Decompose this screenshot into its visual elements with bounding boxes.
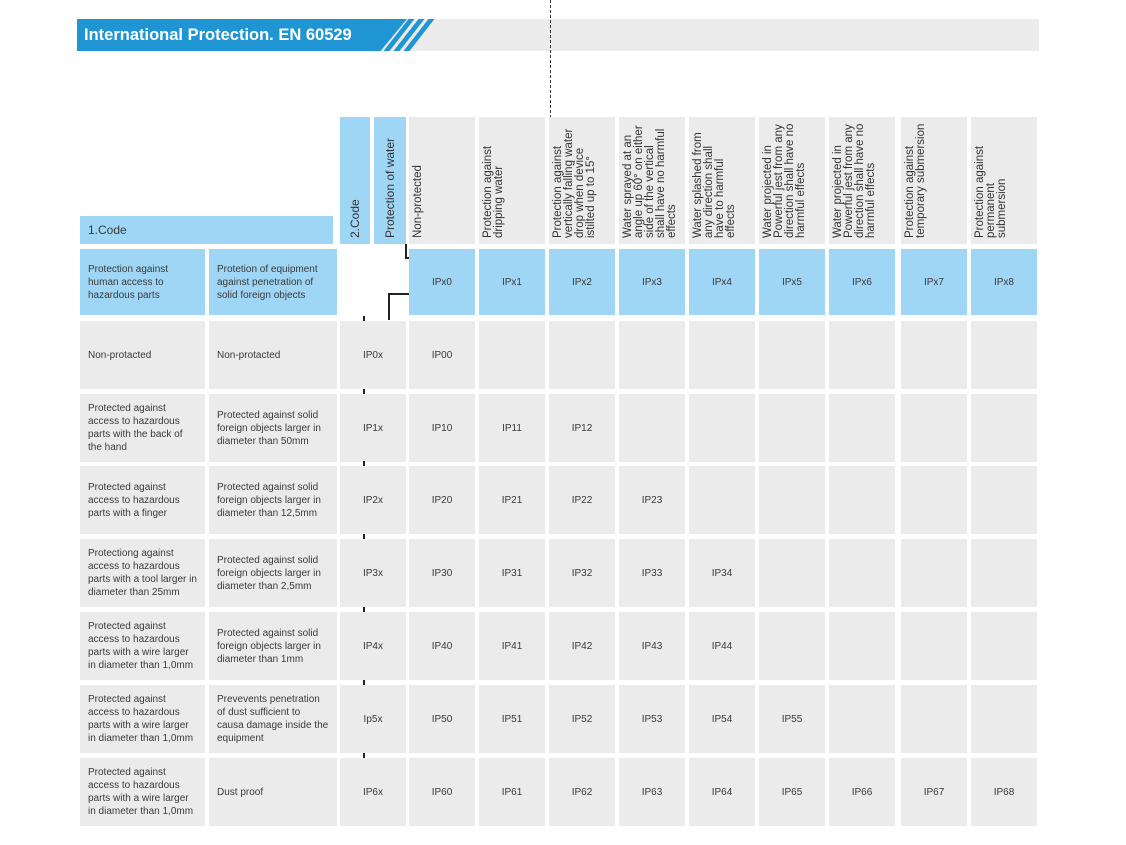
row-solid-code: IP3x — [340, 539, 406, 607]
ip-rating-cell: IP54 — [689, 685, 755, 753]
ip-rating-cell: IP51 — [479, 685, 545, 753]
ip-rating-cell: IP65 — [759, 758, 825, 826]
ip-rating-cell — [971, 612, 1037, 680]
ip-rating-cell: IP21 — [479, 466, 545, 534]
ip-rating-cell: IP55 — [759, 685, 825, 753]
ip-rating-cell: IP32 — [549, 539, 615, 607]
row-human-access: Protected against access to hazardous parts with a wire larger in diameter than 1,0mm — [80, 758, 205, 826]
water-code-cell: IPx3 — [619, 249, 685, 315]
ip-rating-cell — [689, 394, 755, 462]
ip-rating-cell — [759, 394, 825, 462]
ip-rating-cell — [971, 394, 1037, 462]
ip-rating-cell — [901, 685, 967, 753]
row-solid-code: Ip5x — [340, 685, 406, 753]
ip-rating-cell — [759, 321, 825, 389]
row-human-access: Protected against access to hazardous parts with the back of the hand — [80, 394, 205, 462]
water-column-header — [971, 117, 1037, 244]
ip-rating-cell — [619, 394, 685, 462]
row-tick-mark — [363, 534, 365, 539]
water-code-cell: IPx4 — [689, 249, 755, 315]
ip-rating-cell: IP34 — [689, 539, 755, 607]
ip-rating-cell — [829, 466, 895, 534]
water-column-header — [409, 117, 475, 244]
ip-rating-cell: IP44 — [689, 612, 755, 680]
row-human-access: Non-protacted — [80, 321, 205, 389]
ip-rating-cell: IP67 — [901, 758, 967, 826]
ip-rating-cell: IP68 — [971, 758, 1037, 826]
page-title: International Protection. EN 60529 — [84, 26, 352, 44]
row-equipment: Protected against solid foreign objects larger in diameter than 50mm — [209, 394, 337, 462]
ip-rating-cell — [619, 321, 685, 389]
water-column-desc: Water splashed from any direction shall have to harmful effects — [692, 132, 737, 238]
water-code-cell: IPx5 — [759, 249, 825, 315]
ip-rating-cell — [971, 539, 1037, 607]
ip-rating-cell: IP22 — [549, 466, 615, 534]
ip-rating-cell — [829, 539, 895, 607]
row-human-access: Protected against access to hazardous parts with a wire larger in diameter than 1,0mm — [80, 612, 205, 680]
water-code-cell: IPx7 — [901, 249, 967, 315]
ip-rating-cell: IP41 — [479, 612, 545, 680]
water-column-desc: Protection against dripping water — [482, 145, 505, 238]
ip-rating-cell: IP23 — [619, 466, 685, 534]
water-column-header — [549, 117, 615, 244]
center-dashed-guide — [550, 0, 551, 118]
water-column-header — [619, 117, 685, 244]
ip-rating-cell: IP20 — [409, 466, 475, 534]
ip-rating-cell: IP53 — [619, 685, 685, 753]
water-code-cell: IPx0 — [409, 249, 475, 315]
row-equipment: Non-protacted — [209, 321, 337, 389]
ip-rating-cell: IP60 — [409, 758, 475, 826]
ip-rating-cell — [901, 612, 967, 680]
connector-line-corner-h — [388, 293, 410, 295]
row-equipment: Protected against solid foreign objects larger in diameter than 2,5mm — [209, 539, 337, 607]
row-equipment: Protected against solid foreign objects larger in diameter than 12,5mm — [209, 466, 337, 534]
code2-header — [340, 117, 370, 244]
ip-rating-cell — [549, 321, 615, 389]
ip-rating-cell — [971, 321, 1037, 389]
ip-rating-cell: IP30 — [409, 539, 475, 607]
row-solid-code: IP1x — [340, 394, 406, 462]
water-column-desc: Water projected in Powerful jest from any direction shall have no harmful effects — [762, 123, 807, 238]
row-tick-mark — [363, 316, 365, 321]
ip-rating-cell — [689, 321, 755, 389]
code2-header-text: 2.Code — [347, 199, 362, 238]
ip-rating-cell — [759, 612, 825, 680]
ip-rating-cell — [901, 539, 967, 607]
water-column-header — [829, 117, 895, 244]
water-column-header — [689, 117, 755, 244]
row-tick-mark — [363, 680, 365, 685]
ip-rating-cell: IP50 — [409, 685, 475, 753]
ip-rating-cell — [829, 685, 895, 753]
ip-rating-cell: IP52 — [549, 685, 615, 753]
water-column-desc: Protection against vertically falling water drop when device istilted up to 15° — [552, 128, 597, 238]
water-header-text: Protection of water — [382, 137, 397, 238]
water-column-desc: Water projected in Powerful jest from any direction shall have no harmful effects — [832, 123, 877, 238]
row-human-access: Protected against access to hazardous parts with a finger — [80, 466, 205, 534]
ip-rating-cell — [689, 466, 755, 534]
ip-rating-cell — [829, 394, 895, 462]
water-column-header — [759, 117, 825, 244]
ip-rating-cell — [759, 539, 825, 607]
ip-rating-cell: IP63 — [619, 758, 685, 826]
ip-rating-cell: IP11 — [479, 394, 545, 462]
ip-rating-cell — [759, 466, 825, 534]
ip-rating-cell — [829, 612, 895, 680]
ip-rating-cell: IP40 — [409, 612, 475, 680]
ip-rating-cell: IP43 — [619, 612, 685, 680]
ip-rating-cell — [829, 321, 895, 389]
row-solid-code: IP6x — [340, 758, 406, 826]
row-solid-code: IP0x — [340, 321, 406, 389]
ip-rating-cell — [901, 466, 967, 534]
row-human-access: Protected against access to hazardous parts with a wire larger in diameter than 1,0mm — [80, 685, 205, 753]
water-code-cell: IPx6 — [829, 249, 895, 315]
row-tick-mark — [363, 753, 365, 758]
ip-rating-cell — [479, 321, 545, 389]
row-tick-mark — [363, 461, 365, 466]
row-equipment: Prevevents penetration of dust sufficient to causa damage inside the equipment — [209, 685, 337, 753]
row-human-access: Protectiong against access to hazardous parts with a tool larger in diameter than 25mm — [80, 539, 205, 607]
ip-rating-cell — [901, 394, 967, 462]
ip-rating-cell: IP33 — [619, 539, 685, 607]
row-solid-code: IP4x — [340, 612, 406, 680]
water-code-cell: IPx8 — [971, 249, 1037, 315]
ip-rating-cell: IP61 — [479, 758, 545, 826]
row-tick-mark — [363, 389, 365, 394]
ip-rating-cell — [971, 685, 1037, 753]
ip-rating-cell: IP64 — [689, 758, 755, 826]
row-equipment: Dust proof — [209, 758, 337, 826]
code-header: 1.Code — [80, 216, 333, 244]
equipment-header: Protetion of equipment against penetration of solid foreign objects — [209, 249, 337, 315]
water-column-desc: Protection against temporary submersion — [904, 123, 927, 238]
connector-line-corner-v — [388, 293, 390, 320]
ip-rating-cell: IP10 — [409, 394, 475, 462]
row-solid-code: IP2x — [340, 466, 406, 534]
water-column-header — [901, 117, 967, 244]
ip-rating-cell: IP31 — [479, 539, 545, 607]
water-column-desc: Water sprayed at an angle up 60° on either side of the vertical shall have no harmful effects — [622, 125, 678, 238]
row-tick-mark — [363, 607, 365, 612]
row-equipment: Protected against solid foreign objects larger in diameter than 1mm — [209, 612, 337, 680]
water-column-header — [479, 117, 545, 244]
water-column-desc: Protection against permanent submersion — [974, 145, 1008, 238]
water-column-desc: Non-protected — [412, 165, 424, 238]
human-access-header: Protection against human access to hazardous parts — [80, 249, 205, 315]
ip-rating-cell: IP00 — [409, 321, 475, 389]
ip-rating-cell — [971, 466, 1037, 534]
water-header — [374, 117, 406, 244]
water-code-cell: IPx2 — [549, 249, 615, 315]
ip-rating-cell — [901, 321, 967, 389]
ip-rating-cell: IP66 — [829, 758, 895, 826]
water-code-cell: IPx1 — [479, 249, 545, 315]
ip-rating-cell: IP62 — [549, 758, 615, 826]
ip-rating-cell: IP42 — [549, 612, 615, 680]
ip-rating-cell: IP12 — [549, 394, 615, 462]
